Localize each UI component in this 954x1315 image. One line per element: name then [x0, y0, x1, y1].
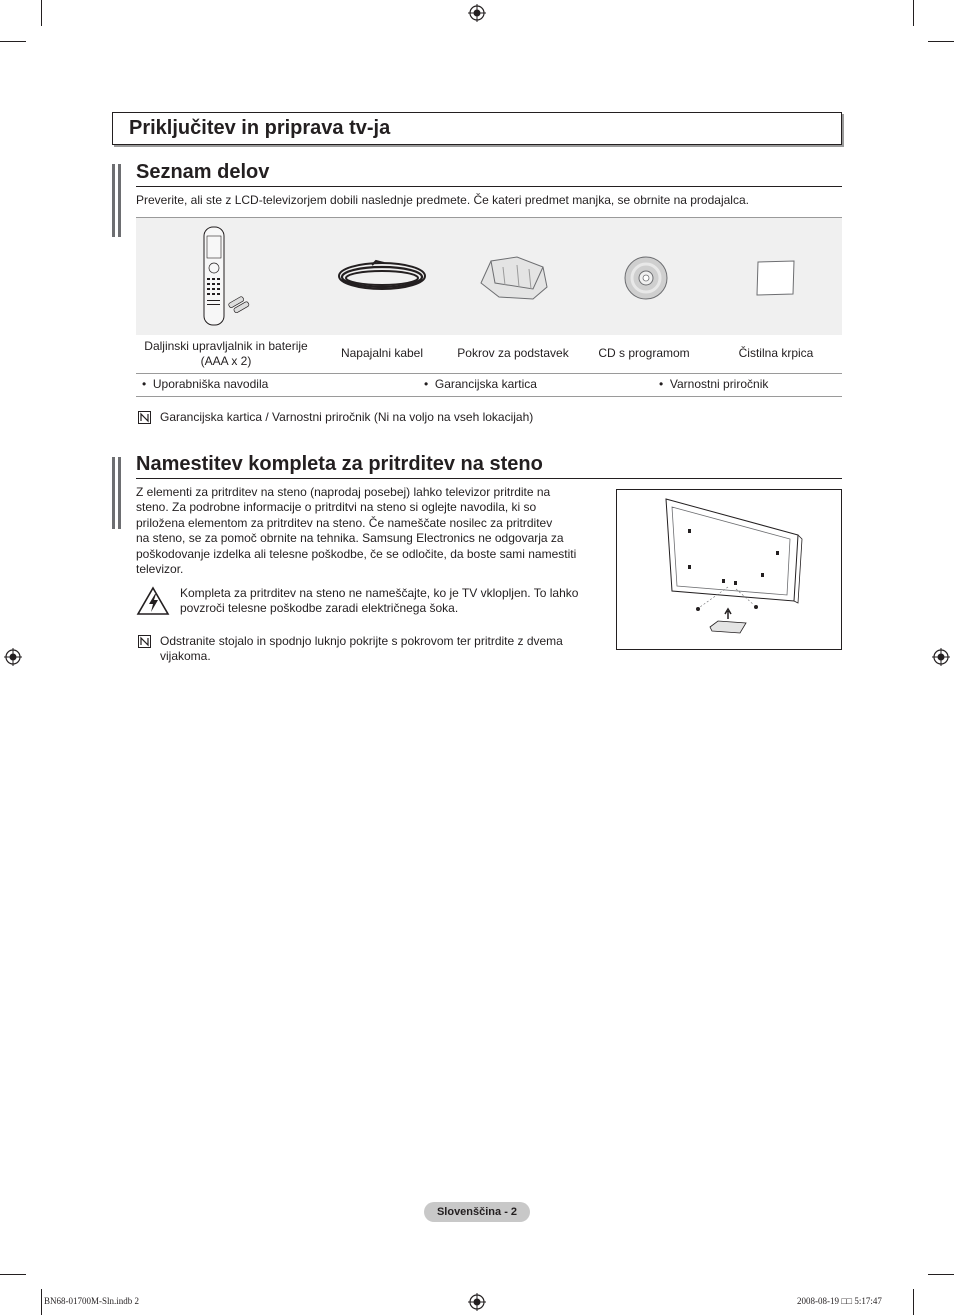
warning-icon	[136, 586, 170, 616]
crop-mark	[41, 0, 42, 26]
power-cable-icon	[336, 257, 428, 297]
stand-cover-icon	[477, 253, 549, 301]
note-icon	[138, 635, 151, 648]
cleaning-cloth-icon	[755, 259, 797, 297]
section-marker	[112, 164, 124, 237]
print-timestamp: 2008-08-19 □□ 5:17:47	[797, 1296, 882, 1306]
cd-icon	[623, 255, 669, 301]
page-number-badge: Slovenščina - 2	[424, 1202, 530, 1222]
registration-mark-icon	[4, 648, 22, 666]
section-title-parts: Seznam delov	[136, 161, 270, 183]
note-icon	[138, 411, 151, 424]
crop-mark	[913, 1289, 914, 1315]
accessory-item: • Garancijska kartica	[424, 377, 537, 391]
part-label-cd: CD s programom	[598, 346, 690, 360]
crop-mark	[0, 1274, 26, 1275]
wall-mount-diagram	[616, 489, 842, 650]
remote-control-icon	[198, 224, 254, 328]
crop-mark	[928, 41, 954, 42]
wall-mount-note: Odstranite stojalo in spodnjo luknjo pokrijte s pokrovom ter pritrdite z dvema vijakoma.	[160, 634, 563, 664]
part-label-remote: Daljinski upravljalnik in baterije (AAA x 2)	[144, 339, 308, 368]
registration-mark-icon	[468, 4, 486, 22]
page-title: Priključitev in priprava tv-ja	[129, 117, 391, 139]
crop-mark	[913, 0, 914, 26]
section-rule	[136, 478, 842, 479]
section-rule	[136, 186, 842, 187]
table-mid-rule	[136, 373, 842, 374]
crop-mark	[41, 1289, 42, 1315]
wall-mount-body: Z elementi za pritrditev na steno (naprodaj posebej) lahko televizor pritrdite na steno. Za podrobne informacije o pritrditvi na steno si oglejte navodila, ki so priložena elementom za pritrditev na steno. Če nameščate nosilec za pritrditev na steno, se za pomoč obrnite na tehnika. Samsung Electronics ne odgovarja za poškodovanje izdelka ali telesne poškodbe, če se odločite, da boste sami namestiti televizor.	[136, 485, 577, 577]
part-label-stand-cover: Pokrov za podstavek	[457, 346, 569, 360]
registration-mark-icon	[468, 1293, 486, 1311]
accessory-item: • Uporabniška navodila	[142, 377, 269, 391]
crop-mark	[0, 41, 26, 42]
crop-mark	[928, 1274, 954, 1275]
accessory-item: • Varnostni priročnik	[659, 377, 769, 391]
section-marker	[112, 457, 124, 529]
part-label-cloth: Čistilna krpica	[738, 346, 814, 360]
parts-note: Garancijska kartica / Varnostni priročnik (Ni na voljo na vseh lokacijah)	[160, 410, 534, 424]
page-title-box	[112, 112, 842, 145]
warning-text: Kompleta za pritrditev na steno ne nameščajte, ko je TV vklopljen. To lahko povzroči telesne poškodbe zaradi električnega šoka.	[180, 586, 579, 616]
part-label-cable: Napajalni kabel	[340, 346, 424, 360]
registration-mark-icon	[932, 648, 950, 666]
table-bottom-rule	[136, 396, 842, 397]
file-slug: BN68-01700M-Sln.indb 2	[44, 1296, 140, 1306]
section-title-wall-mount: Namestitev kompleta za pritrditev na steno	[136, 453, 543, 475]
parts-intro: Preverite, ali ste z LCD-televizorjem dobili naslednje predmete. Če kateri predmet manjka, se obrnite na prodajalca.	[136, 193, 749, 207]
